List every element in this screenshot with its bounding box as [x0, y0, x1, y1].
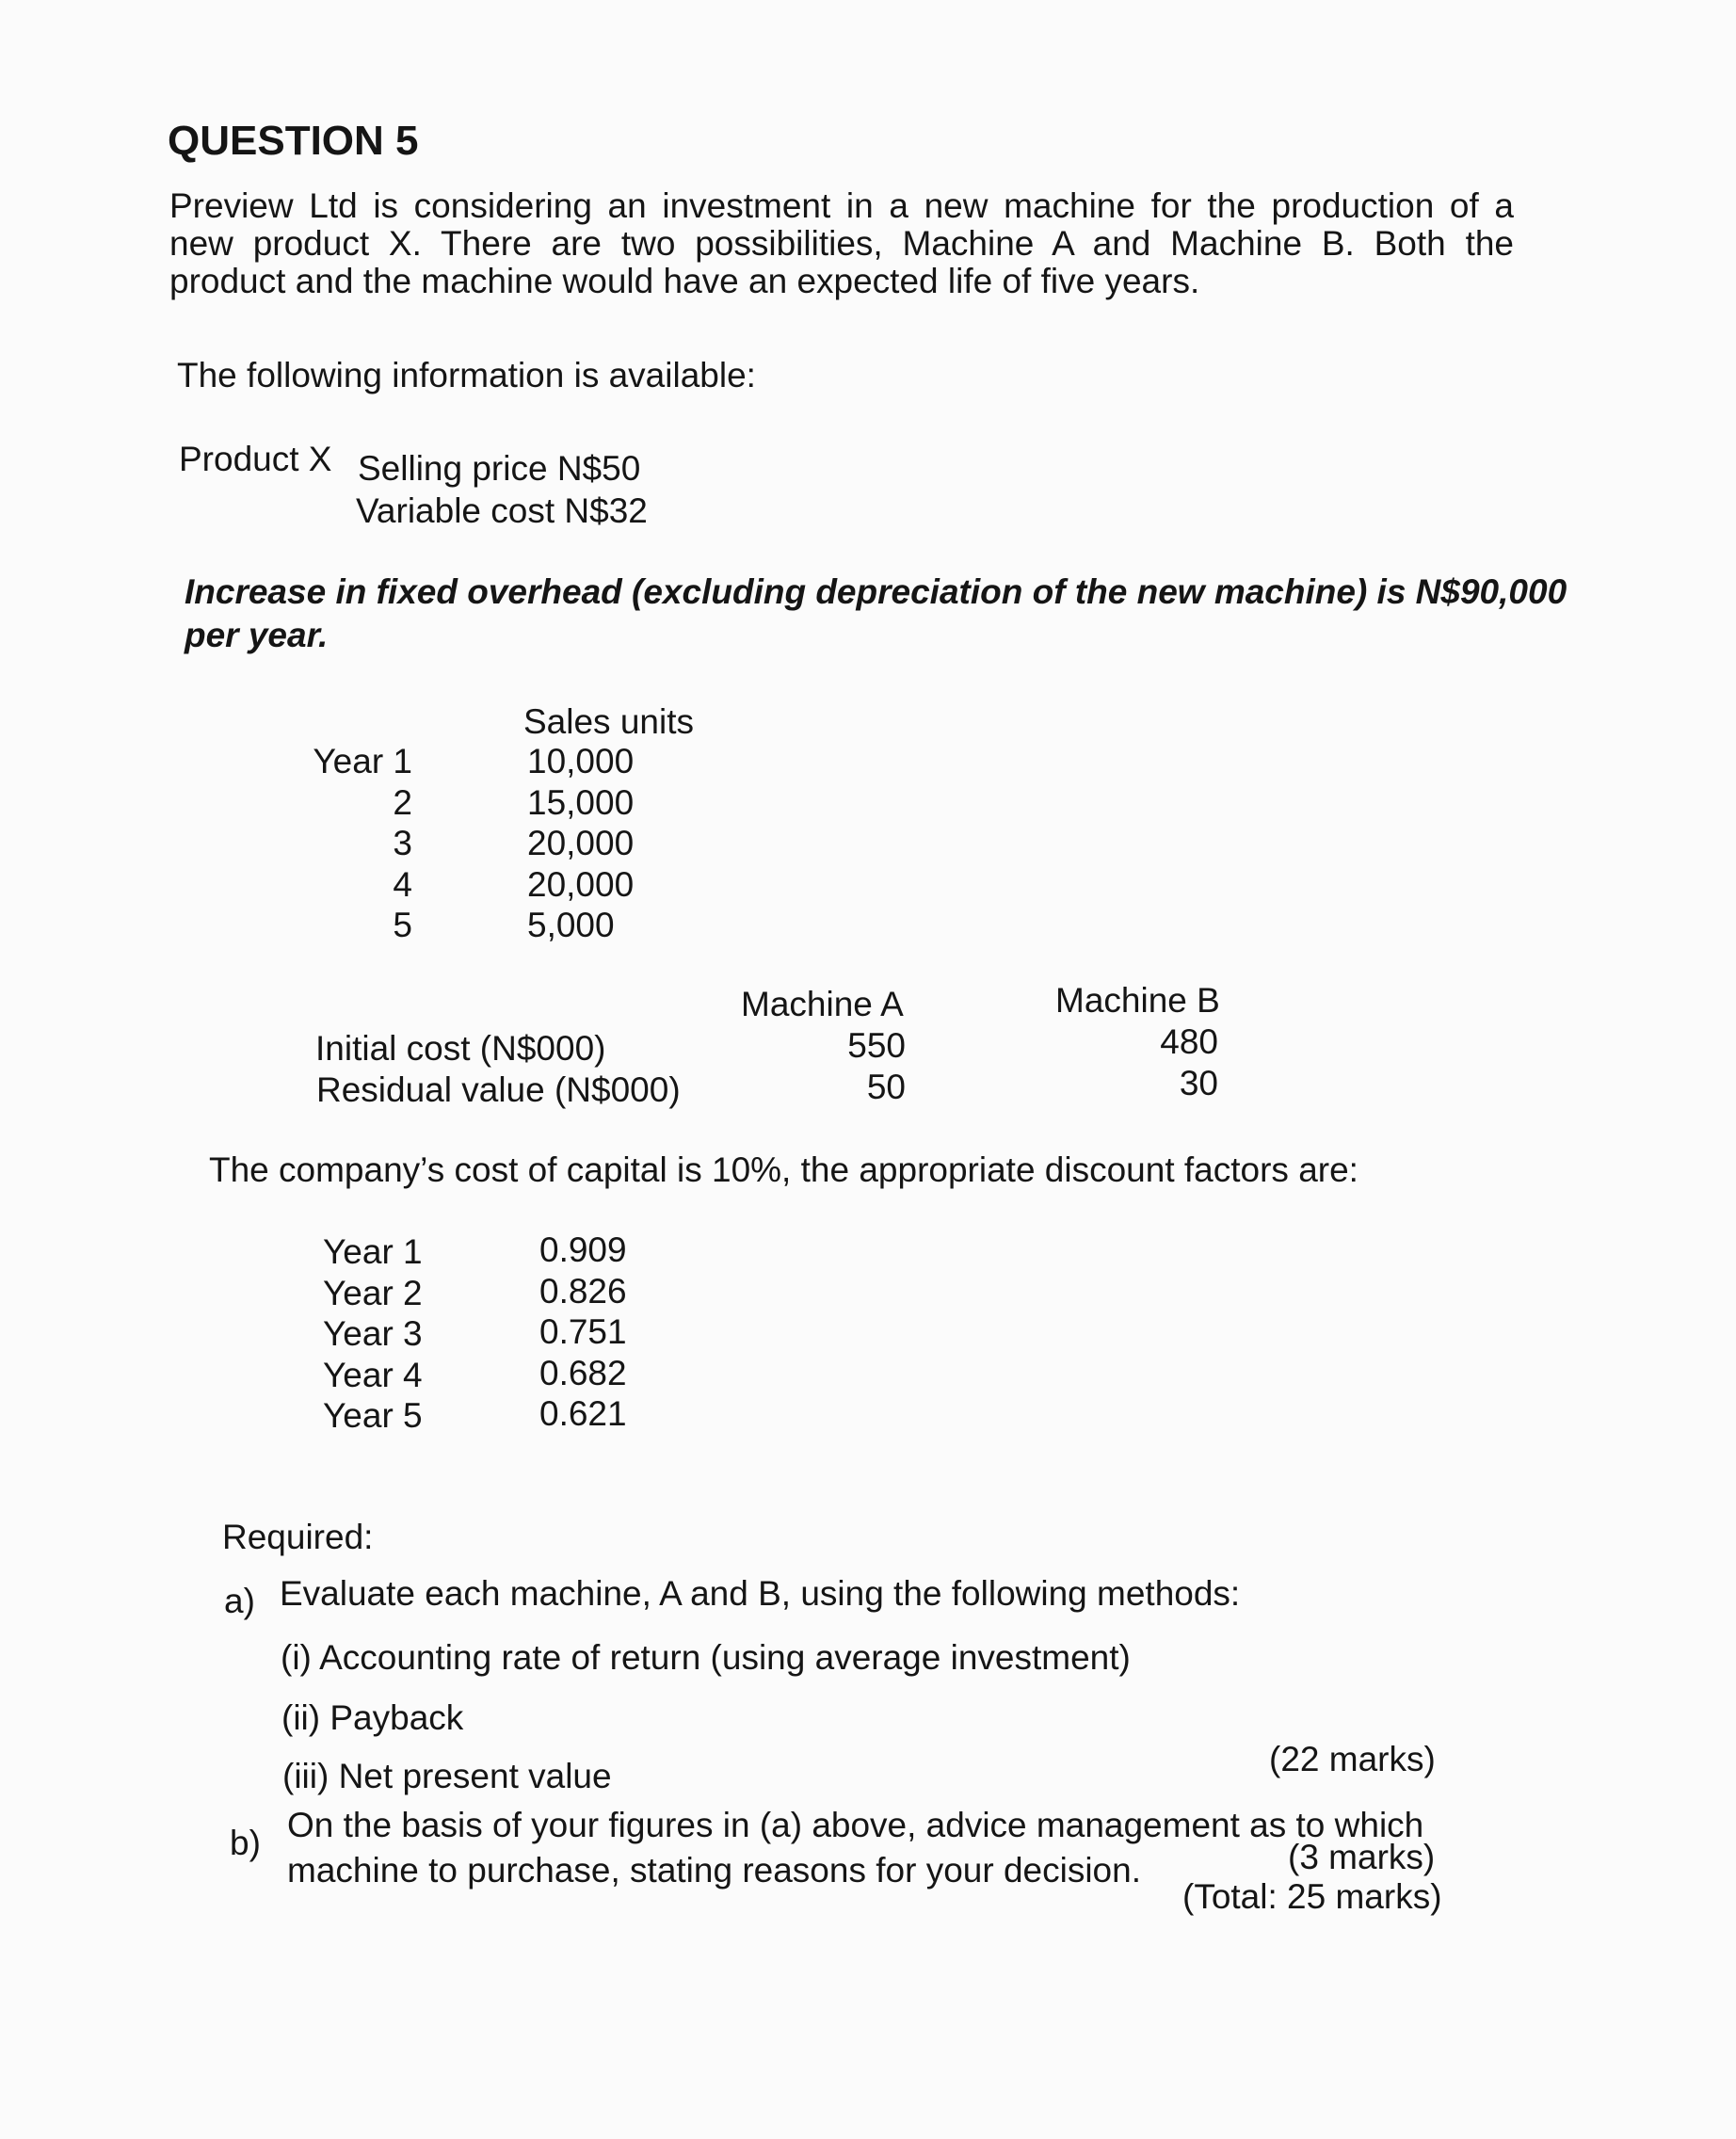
product-label: Product X	[179, 440, 332, 478]
sales-units-value: 10,000	[527, 742, 635, 780]
sales-units-header: Sales units	[523, 702, 694, 741]
sales-units-value: 15,000	[527, 782, 635, 822]
discount-factor: 0.682	[539, 1353, 627, 1392]
machine-b-header: Machine B	[1055, 981, 1220, 1020]
machine-a-value: 550	[847, 1026, 906, 1065]
part-a-marks: (22 marks)	[1269, 1740, 1436, 1778]
part-b-marker: b)	[230, 1824, 261, 1862]
overhead-note	[185, 571, 1567, 657]
discount-factor: 0.621	[539, 1394, 627, 1433]
sales-year: 4	[393, 864, 412, 904]
overhead-line: per year.	[185, 616, 329, 654]
machine-b-value: 30	[1179, 1064, 1218, 1102]
part-a-item: (ii) Payback	[281, 1698, 464, 1737]
part-b-line: On the basis of your figures in (a) above, advice management as to which	[287, 1806, 1424, 1844]
discount-factor: 0.751	[539, 1312, 627, 1351]
machine-b-value: 480	[1160, 1022, 1218, 1061]
intro-line: new product X. There are two possibilities, Machine A and Machine B. Both the	[169, 224, 1514, 263]
info-heading: The following information is available:	[177, 356, 756, 394]
part-a-item: (iii) Net present value	[282, 1757, 612, 1795]
discount-intro: The company’s cost of capital is 10%, the appropriate discount factors are:	[209, 1150, 1358, 1189]
sales-year: 2	[393, 782, 412, 822]
intro-line: Preview Ltd is considering an investment in a new machine for the production of a	[169, 186, 1514, 225]
discount-year: Year 3	[323, 1314, 423, 1353]
overhead-line: Increase in fixed overhead (excluding depreciation of the new machine) is N$90,000	[185, 572, 1567, 611]
variable-cost: Variable cost N$32	[356, 491, 648, 530]
sales-year: 5	[393, 906, 412, 944]
selling-price: Selling price N$50	[358, 449, 641, 488]
discount-year: Year 5	[323, 1396, 423, 1435]
sales-units-value: 20,000	[527, 824, 635, 862]
sales-year: 3	[393, 824, 412, 862]
discount-factor: 0.909	[539, 1230, 627, 1269]
part-a-marker: a)	[224, 1582, 255, 1620]
sales-year: Year 1	[313, 742, 412, 780]
intro-line: product and the machine would have an expected life of five years.	[169, 262, 1200, 300]
machine-row-label: Residual value (N$000)	[316, 1070, 681, 1109]
intro-paragraph	[169, 185, 1514, 303]
machine-row-label: Initial cost (N$000)	[315, 1029, 606, 1068]
part-a-text: Evaluate each machine, A and B, using the following methods:	[280, 1574, 1241, 1613]
machine-a-header: Machine A	[741, 985, 904, 1023]
discount-year: Year 1	[323, 1232, 423, 1271]
discount-year: Year 2	[323, 1273, 423, 1312]
discount-year: Year 4	[323, 1355, 423, 1394]
part-b-marks: (3 marks)	[1288, 1838, 1436, 1876]
sales-units-value: 20,000	[527, 864, 635, 904]
sales-years-column	[282, 741, 412, 946]
question-title: QUESTION 5	[168, 118, 419, 164]
required-heading: Required:	[222, 1518, 374, 1556]
part-b-line: machine to purchase, stating reasons for your decision.	[287, 1851, 1141, 1890]
machine-a-value: 50	[866, 1068, 906, 1106]
discount-factors-column	[539, 1230, 627, 1435]
sales-units-value: 5,000	[527, 906, 615, 944]
total-marks: (Total: 25 marks)	[1182, 1877, 1442, 1916]
discount-factor: 0.826	[539, 1271, 627, 1311]
discount-years-column	[323, 1231, 423, 1437]
part-a-item: (i) Accounting rate of return (using average investment)	[281, 1638, 1131, 1677]
sales-units-column	[527, 741, 634, 946]
